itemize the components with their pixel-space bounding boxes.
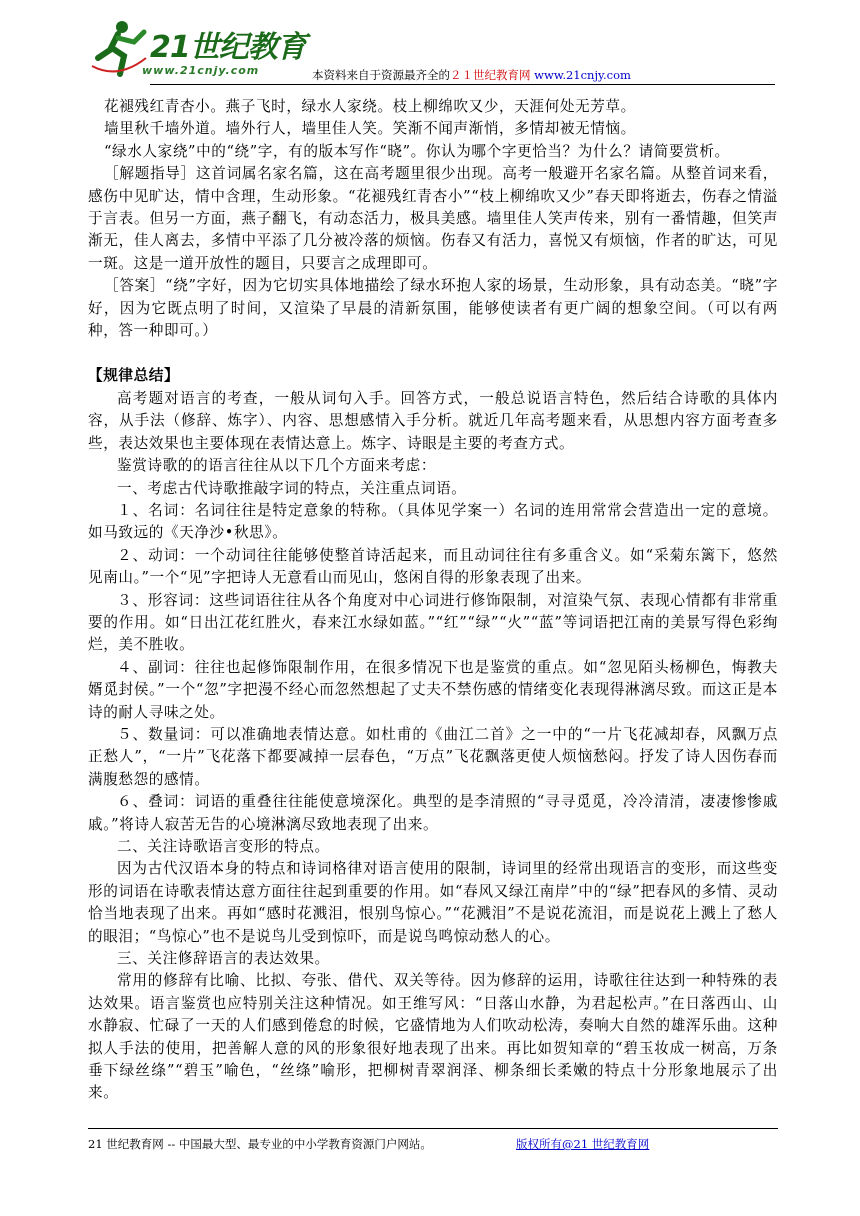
footer-copyright-link[interactable]: 版权所有@21 世纪教育网 [516, 1137, 650, 1151]
footer-site-description: 21 世纪教育网 -- 中国最大型、最专业的中小学教育资源门户网站。 [88, 1137, 432, 1151]
intro-paragraph: 鉴赏诗歌的的语言往往从以下几个方面来考虑： [117, 457, 437, 475]
header-site-link[interactable]: ２１世纪教育网 [450, 68, 531, 82]
poem-line-1: 花褪残红青杏小。燕子飞时，绿水人家绕。枝上柳绵吹又少，天涯何处无芳草。 [104, 98, 636, 115]
spacer [88, 342, 778, 365]
item-3-adjective: ３、形容词：这些词语往往从各个角度对中心词进行修饰限制，对渲染气氛、表现心情都有非常重要的作用。如“日出江花红胜火，春来江水绿如蓝。”“红”“绿”“火”“蓝”等词语把江南的美景写得色彩绚烂，美不胜收。 [88, 591, 778, 654]
item-5-numeral: ５、数量词：可以准确地表情达意。如杜甫的《曲江二首》之一中的“一片飞花减却春，风飘万点正愁人”，“一片”飞花落下都要减掉一层春色，“万点”飞花飘落更使人烦恼愁闷。抒发了诗人因伤春而满腹愁怨的感情。 [88, 725, 778, 788]
header-source-note [312, 67, 631, 83]
item-4-adverb: ４、副词：往往也起修饰限制作用，在很多情况下也是鉴赏的重点。如“忽见陌头杨柳色，悔教夫婿觅封侯。”一个“忽”字把漫不经心而忽然想起了丈夫不禁伤感的情绪变化表现得淋漓尽致。而这正是本诗的耐人寻味之处。 [88, 658, 778, 721]
header-url-link[interactable]: www.21cnjy.com [534, 68, 631, 82]
item-2-verb: ２、动词：一个动词往往能够使整首诗活起来，而且动词往往有多重含义。如“采菊东篱下，悠然见南山。”一个“见”字把诗人无意看山而见山，悠闲自得的形象表现了出来。 [88, 546, 778, 587]
point-3-title: 三、关注修辞语言的表达效果。 [117, 950, 330, 968]
item-1-noun: １、名词：名词往往是特定意象的特称。（具体见学案一）名词的连用常常会营造出一定的意境。如马致远的《天净沙•秋思》。 [88, 501, 778, 542]
logo-url-text: www.21cnjy.com [142, 64, 260, 77]
runner-logo-icon [88, 18, 150, 80]
poem-line-2: 墙里秋千墙外道。墙外行人，墙里佳人笑。笑渐不闻声渐悄，多情却被无情恼。 [104, 120, 636, 138]
point-2-body: 因为古代汉语本身的特点和诗词格律对语言使用的限制，诗词里的经常出现语言的变形，而这些变形的词语在诗歌表情达意方面往往起到重要的作用。如“春风又绿江南岸”中的“绿”把春风的多情、灵动恰当地表现了出来。再如“感时花溅泪，恨别鸟惊心。”“花溅泪”不是说花流泪，而是说花上溅上了愁人的眼泪；“鸟惊心”也不是说鸟儿受到惊吓，而是说鸟鸣惊动愁人的心。 [88, 860, 778, 945]
point-2-title: 二、关注诗歌语言变形的特点。 [117, 838, 330, 855]
point-3-body: 常用的修辞有比喻、比拟、夸张、借代、双关等待。因为修辞的运用，诗歌往往达到一种特殊的表达效果。语言鉴赏也应特别关注这种情况。如王维写风：“日落山水静，为君起松声。”在日落西山、山水静寂、忙碌了一天的人们感到倦怠的时候，它盛情地为人们吹动松涛，奏响大自然的雄浑乐曲。这种拟人手法的使用，把善解人意的风的形象很好地表现了出来。再比如贺知章的“碧玉妆成一树高，万条垂下绿丝绦”“碧玉”喻色，“丝绦”喻形，把柳树青翠润泽、柳条细长柔嫩的特点十分形象地展示了出来。 [88, 972, 778, 1102]
guide-paragraph: ［解题指导］这首词属名家名篇，这在高考题里很少出现。高考一般避开名家名篇。从整首词来看，感伤中见旷达，情中含理，生动形象。“花褪残红青杏小”“枝上柳绵吹又少”春天即将逝去，伤春之情溢于言表。但另一方面，燕子翻飞，有动态活力，极具美感。墙里佳人笑声传来，别有一番情趣，但笑声渐无，佳人离去，多情中平添了几分被冷落的烦恼。伤春又有活力，喜悦又有烦恼，作者的旷达，可见一斑。这是一道开放性的题目，只要言之成理即可。 [88, 165, 778, 272]
logo-brand-text: 21世纪教育 [150, 30, 306, 65]
header-divider [150, 84, 775, 85]
footer-divider [88, 1128, 778, 1129]
point-1-title: 一、考虑古代诗歌推敲字词的特点，关注重点词语。 [117, 479, 467, 497]
answer-paragraph: ［答案］“绕”字好，因为它切实具体地描绘了绿水环抱人家的场景，生动形象，具有动态美。“晓”字好，因为它既点明了时间，又渲染了早晨的清新氛围，能够使读者有更广阔的想象空间。（可以有两种，答一种即可。） [88, 277, 778, 340]
summary-paragraph: 高考题对语言的考查，一般从词句入手。回答方式，一般总说语言特色，然后结合诗歌的具体内容，从手法（修辞、炼字）、内容、思想感情入手分析。就近几年高考题来看，从思想内容方面考查多些，表达效果也主要体现在表情达意上。炼字、诗眼是主要的考查方式。 [88, 389, 778, 452]
site-logo[interactable] [88, 18, 308, 82]
item-6-reduplication: ６、叠词：词语的重叠往往能使意境深化。典型的是李清照的“寻寻觅觅，冷冷清清，凄凄惨惨戚戚。”将诗人寂苦无告的心境淋漓尽致地表现了出来。 [88, 793, 778, 833]
document-body [88, 96, 778, 1105]
header-note-prefix: 本资料来自于资源最齐全的 [312, 68, 450, 82]
question-paragraph: “绿水人家绕”中的“绕”字，有的版本写作“晓”。你认为哪个字更恰当？为什么？请简要赏析。 [104, 142, 730, 160]
page-header [0, 0, 860, 92]
section-title: 【规律总结】 [88, 367, 180, 385]
